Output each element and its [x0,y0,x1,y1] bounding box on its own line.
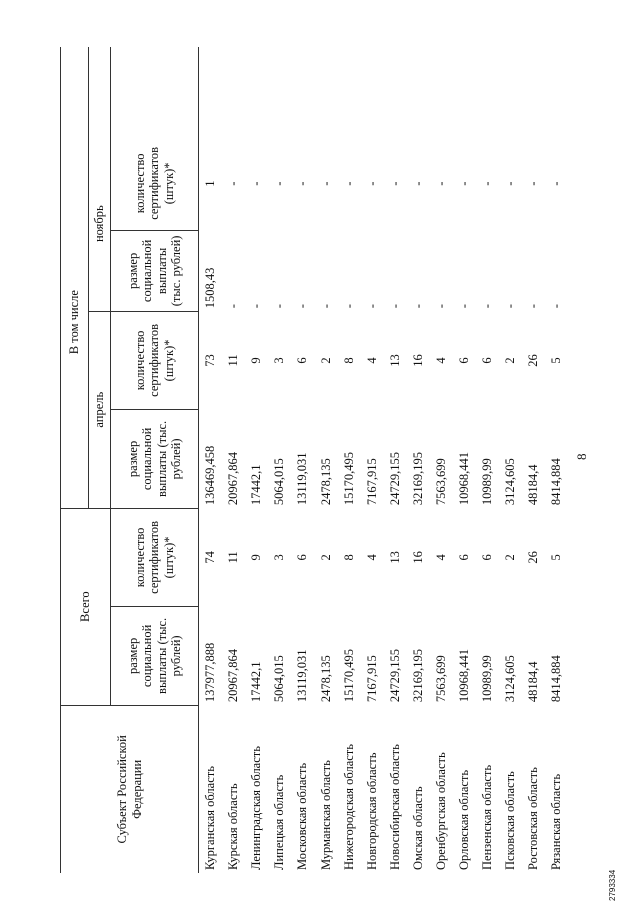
total-certificates: 13 [387,551,402,564]
total-payment: 20967,864 [226,649,241,703]
november-certificates: - [433,181,448,186]
total-payment: 15170,495 [341,649,356,703]
april-certificates: 26 [526,354,541,367]
april-certificates: 16 [410,354,425,367]
november-payment: - [272,304,287,309]
november-payment: - [410,304,425,309]
spacer-header-3 [111,47,199,137]
november-certificates: - [549,181,564,186]
table-row [407,47,430,873]
total-cert-header: количество сертификатов (штук)* [111,508,199,606]
november-certificates: - [457,181,472,186]
april-certificates: 2 [318,357,333,364]
april-payment: 8414,884 [549,458,564,506]
empty-cell [199,47,223,137]
total-certificates: 3 [272,554,287,561]
total-certificates: 5 [549,554,564,561]
november-payment: - [226,304,241,309]
total-certificates: 2 [318,554,333,561]
total-payment: 24729,155 [387,649,402,703]
april-certificates: 2 [503,357,518,364]
april-payment: 17442,1 [249,464,264,506]
april-certificates: 6 [295,357,310,364]
region-name: Ленинградская область [249,746,264,870]
table-row [314,47,337,873]
november-certificates: - [364,181,379,186]
november-payment: - [364,304,379,309]
empty-cell [476,47,499,137]
total-payment: 7167,915 [364,655,379,703]
april-certificates: 8 [341,357,356,364]
total-certificates: 6 [480,554,495,561]
november-certificates: - [295,181,310,186]
april-payment: 7167,915 [364,458,379,506]
total-payment: 2478,135 [318,655,333,703]
spacer-header-2 [89,47,111,137]
region-name: Курская область [226,783,241,870]
empty-cell [314,47,337,137]
april-certificates: 9 [249,357,264,364]
april-payment: 24729,155 [387,452,402,506]
empty-cell [291,47,314,137]
november-payment: 1508,43 [203,267,218,309]
region-name: Липецкая область [272,774,287,870]
table-row [338,47,361,873]
november-payment: - [480,304,495,309]
empty-cell [499,47,522,137]
document-code: 2793334 [608,869,617,901]
empty-cell [245,47,268,137]
april-payment: 2478,135 [318,458,333,506]
region-name: Новосибирская область [387,744,402,870]
november-certificates: - [226,181,241,186]
table-row [476,47,499,873]
november-certificates: - [410,181,425,186]
total-payment: 5064,015 [272,655,287,703]
total-certificates: 6 [457,554,472,561]
april-certificates: 73 [203,354,218,367]
table-row [291,47,314,873]
total-certificates: 11 [226,551,241,564]
region-name: Псковская область [503,771,518,870]
november-payment: - [341,304,356,309]
total-payment: 137977,888 [203,642,218,703]
in-that-number-header: В том числе [61,137,89,509]
november-cert-header: количество сертификатов (штук)* [111,137,199,231]
november-certificates: - [341,181,356,186]
empty-cell [222,47,245,137]
november-certificates: - [387,181,402,186]
total-certificates: 8 [341,554,356,561]
april-payment: 5064,015 [272,458,287,506]
november-payment: - [526,304,541,309]
total-certificates: 26 [526,551,541,564]
april-certificates: 13 [387,354,402,367]
empty-cell [430,47,453,137]
region-name: Мурманская область [318,760,333,870]
april-payment-header: размер социальной выплаты (тыс. рублей) [111,410,199,508]
total-payment: 10989,99 [480,655,495,703]
november-payment: - [549,304,564,309]
total-certificates: 9 [249,554,264,561]
april-certificates: 4 [364,357,379,364]
table-row [199,47,223,873]
april-payment: 136469,458 [203,445,218,506]
table-row [361,47,384,873]
region-name: Ростовская область [526,767,541,870]
november-certificates: - [249,181,264,186]
table-row [545,47,568,873]
total-payment: 3124,605 [503,655,518,703]
empty-cell [522,47,545,137]
subject-header: Субъект Российской Федерации [61,705,199,873]
total-certificates: 2 [503,554,518,561]
total-payment-header: размер социальной выплаты (тыс. рублей) [111,607,199,705]
april-payment: 15170,495 [341,452,356,506]
april-payment: 20967,864 [226,452,241,506]
table-body [199,47,569,873]
total-certificates: 4 [433,554,448,561]
table-row [499,47,522,873]
table-row [384,47,407,873]
november-certificates: - [318,181,333,186]
spacer-header [61,47,89,137]
total-header: Всего [61,508,111,705]
total-payment: 13119,031 [295,649,310,703]
april-certificates: 6 [480,357,495,364]
april-certificates: 4 [433,357,448,364]
april-certificates: 6 [457,357,472,364]
april-payment: 10989,99 [480,458,495,506]
empty-cell [407,47,430,137]
total-certificates: 6 [295,554,310,561]
region-name: Курганская область [203,766,218,870]
november-payment: - [387,304,402,309]
april-payment: 13119,031 [295,452,310,506]
april-certificates: 11 [226,354,241,367]
region-name: Московская область [295,762,310,870]
certificates-table [60,47,569,873]
region-name: Рязанская область [549,773,564,870]
region-name: Нижегородская область [341,744,356,870]
november-payment-header: размер социальной выплаты (тыс. рублей) [111,231,199,312]
total-payment: 8414,884 [549,655,564,703]
total-payment: 10968,441 [457,649,472,703]
november-certificates: - [526,181,541,186]
table-row [222,47,245,873]
total-payment: 7563,699 [433,655,448,703]
region-name: Пензенская область [480,764,495,870]
november-certificates: - [480,181,495,186]
november-payment: - [295,304,310,309]
total-payment: 17442,1 [249,661,264,703]
april-certificates: 5 [549,357,564,364]
empty-cell [545,47,568,137]
total-certificates: 16 [410,551,425,564]
region-name: Орловская область [457,769,472,870]
november-certificates: 1 [203,180,218,187]
november-payment: - [433,304,448,309]
april-header: апрель [89,311,111,508]
november-payment: - [457,304,472,309]
total-certificates: 74 [203,551,218,564]
april-payment: 3124,605 [503,458,518,506]
november-header: ноябрь [89,137,111,312]
region-name: Оренбургская область [433,752,448,870]
november-certificates: - [272,181,287,186]
april-certificates: 3 [272,357,287,364]
table-row [245,47,268,873]
region-name: Новгородская область [364,752,379,870]
page-number: 8 [574,453,589,460]
empty-cell [453,47,476,137]
table-row [453,47,476,873]
april-payment: 48184,4 [526,464,541,506]
april-cert-header: количество сертификатов (штук)* [111,311,199,409]
november-certificates: - [503,181,518,186]
april-payment: 10968,441 [457,452,472,506]
total-certificates: 4 [364,554,379,561]
november-payment: - [249,304,264,309]
april-payment: 7563,699 [433,458,448,506]
total-payment: 48184,4 [526,661,541,703]
empty-cell [268,47,291,137]
november-payment: - [503,304,518,309]
table-row [430,47,453,873]
table-row [522,47,545,873]
table-row [268,47,291,873]
empty-cell [338,47,361,137]
total-payment: 32169,195 [410,649,425,703]
november-payment: - [318,304,333,309]
empty-cell [384,47,407,137]
empty-cell [361,47,384,137]
region-name: Омская область [410,786,425,870]
april-payment: 32169,195 [410,452,425,506]
